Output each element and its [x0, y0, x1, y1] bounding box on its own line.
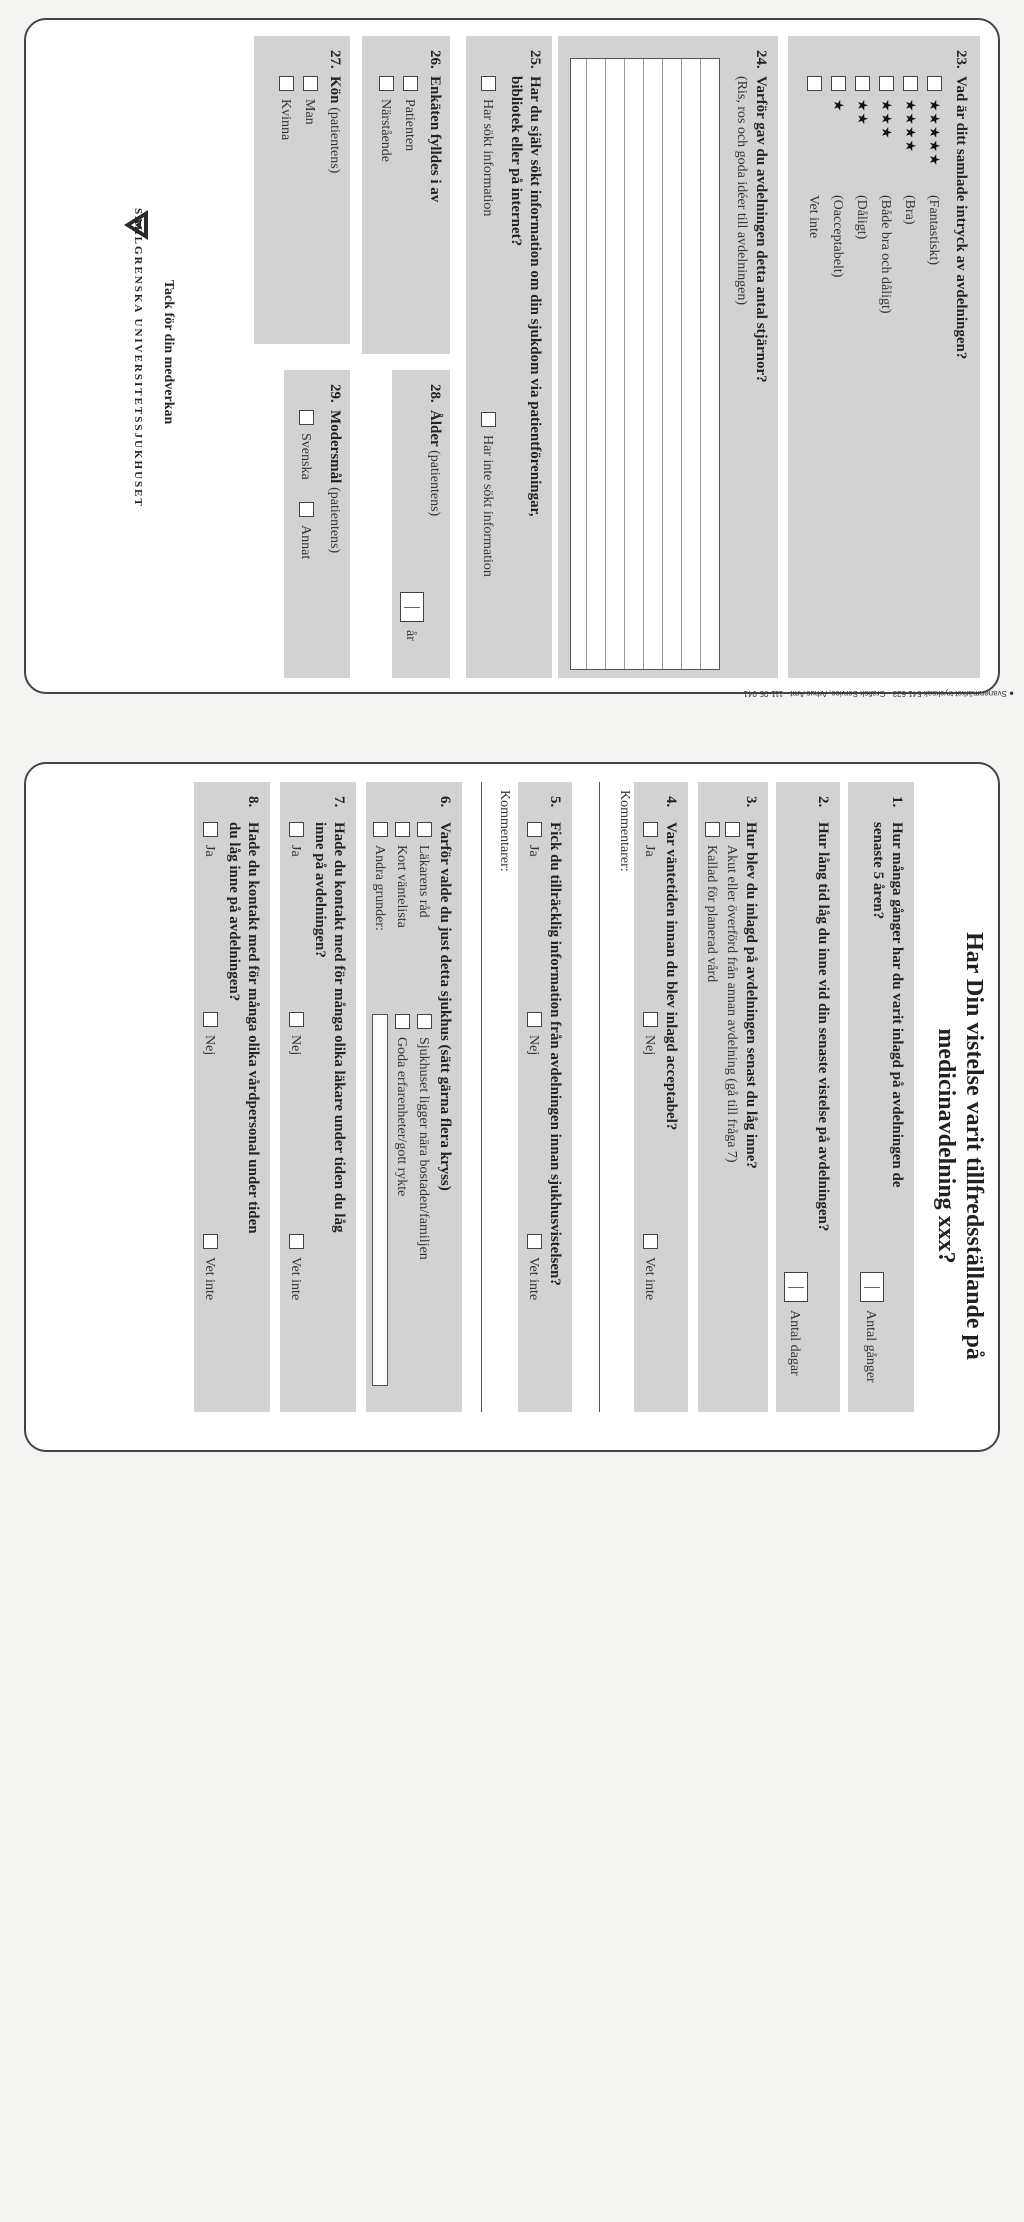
q6-option[interactable]: Läkarens råd [414, 822, 432, 918]
checkbox[interactable] [279, 76, 294, 91]
checkbox[interactable] [417, 822, 432, 837]
question-8-box: 8.Hade du kontakt med för många olika vårdpersonal under tiden du låg inne på avdelningen? Ja Nej Vet inte [194, 782, 270, 1412]
checkbox[interactable] [203, 822, 218, 837]
q6-option[interactable]: Sjukhuset ligger nära bostaden/familjen [414, 1014, 432, 1260]
q26-option[interactable]: Närstående [376, 76, 394, 162]
thanks-text: Tack för din medverkan [161, 280, 176, 425]
question-8-title-cont: du låg inne på avdelningen? [226, 822, 242, 1002]
checkbox[interactable] [395, 822, 410, 837]
question-23-box: 23.Vad är ditt samlade intryck av avdelningen? ★★★★★(Fantastiskt) ★★★★(Bra) ★★★(Både bra och dåligt) ★★(Dåligt) ★(Oacceptabelt) Vet inte [788, 36, 980, 678]
checkbox[interactable] [879, 76, 894, 91]
checkbox[interactable] [289, 822, 304, 837]
q2-days-field[interactable]: Antal dagar [784, 1272, 808, 1376]
checkbox[interactable] [289, 1234, 304, 1249]
print-footer: ● Svanenmärket trycksak 541 623 · Grafisk Service, Arhus Amt · 111-05-041 [743, 689, 1014, 698]
q5-comment-line[interactable] [481, 782, 482, 1412]
question-4-box: 4.Var väntetiden innan du blev inlagd acceptabel? Ja Nej Vet inte [634, 782, 688, 1412]
hospital-name: SAHLGRENSKA UNIVERSITETSSJUKHUSET [132, 208, 144, 508]
swan-label-icon: ● [1009, 689, 1014, 698]
question-25-title-cont: bibliotek eller på internet? [508, 76, 524, 247]
q8-option-unknown[interactable]: Vet inte [200, 1234, 218, 1300]
checkbox[interactable] [203, 1234, 218, 1249]
question-25-title: Har du själv sökt information om din sjukdom via patientföreningar, [527, 76, 543, 517]
checkbox[interactable] [527, 1012, 542, 1027]
question-24-box: 24.Varför gav du avdelningen detta antal stjärnor? (Ris, ros och goda idéer till avdelningen) [558, 36, 778, 678]
checkbox[interactable] [289, 1012, 304, 1027]
checkbox[interactable] [903, 76, 918, 91]
q4-option-yes[interactable]: Ja [640, 822, 658, 857]
question-1-title-cont: senaste 5 åren? [870, 822, 886, 920]
q23-option[interactable]: ★★★★★(Fantastiskt) [924, 76, 942, 265]
q26-option[interactable]: Patienten [400, 76, 418, 151]
checkbox[interactable] [373, 822, 388, 837]
checkbox[interactable] [927, 76, 942, 91]
q5-comment-label: Kommentarer: [497, 790, 512, 872]
comment-textarea[interactable] [570, 58, 720, 670]
checkbox[interactable] [303, 76, 318, 91]
checkbox[interactable] [481, 412, 496, 427]
question-3-title: Hur blev du inlagd på avdelningen senast du låg inne? [743, 822, 759, 1169]
question-29-box: 29.Modersmål (patientens) Svenska Annat [284, 370, 350, 678]
question-7-title-cont: inne på avdelningen? [312, 822, 328, 958]
question-7-box: 7.Hade du kontakt med för många olika läkare under tiden du låg inne på avdelningen? Ja Nej Vet inte [280, 782, 356, 1412]
questionnaire-page-front [22, 762, 1000, 2222]
q7-option-unknown[interactable]: Vet inte [286, 1234, 304, 1300]
q4-comment-label: Kommentarer: [617, 790, 632, 872]
q25-option-yes[interactable]: Har sökt information [478, 76, 496, 216]
question-2-title: Hur lång tid låg du inne vid din senaste vistelse på avdelningen? [815, 822, 831, 1232]
question-3-box: 3.Hur blev du inlagd på avdelningen senast du låg inne? Akut eller överförd från annan avdelning (gå till fråga 7) Kallad för planerad vård [698, 782, 768, 1412]
question-24-title: Varför gav du avdelningen detta antal stjärnor? [753, 76, 769, 383]
q23-option[interactable]: ★★(Dåligt) [852, 76, 870, 239]
checkbox[interactable] [643, 822, 658, 837]
q3-option[interactable]: Akut eller överförd från annan avdelning (gå till fråga 7) [722, 822, 740, 1163]
checkbox[interactable] [705, 822, 720, 837]
q5-option-yes[interactable]: Ja [524, 822, 542, 857]
question-6-box: 6.Varför valde du just detta sjukhus (sätt gärna flera kryss) Läkarens råd Sjukhuset ligger nära bostaden/familjen Kort väntelista Goda erfarenheter/gott rykte Andra grunder: [366, 782, 462, 1412]
q4-option-no[interactable]: Nej [640, 1012, 658, 1055]
q6-option[interactable]: Goda erfarenheter/gott rykte [392, 1014, 410, 1196]
question-1-box: 1.Hur många gånger har du varit inlagd på avdelningen de senaste 5 åren? Antal gånger [848, 782, 914, 1412]
other-reason-input[interactable] [372, 1014, 388, 1386]
q4-option-unknown[interactable]: Vet inte [640, 1234, 658, 1300]
question-29-title: Modersmål [327, 410, 343, 484]
q27-option[interactable]: Kvinna [276, 76, 294, 140]
q3-option[interactable]: Kallad för planerad vård [702, 822, 720, 982]
checkbox[interactable] [481, 76, 496, 91]
q29-option[interactable]: Svenska [296, 410, 314, 480]
page-title: Har Din vistelse varit tillfredsställande på [961, 932, 987, 1360]
checkbox[interactable] [403, 76, 418, 91]
question-25-box: 25.Har du själv sökt information om din sjukdom via patientföreningar, bibliotek eller på internet? Har sökt information Har inte sökt information [466, 36, 552, 678]
q27-option[interactable]: Man [300, 76, 318, 125]
question-5-box: 5.Fick du tillräcklig information från avdelningen innan sjukhusvistelsen? Ja Nej Vet inte [518, 782, 572, 1412]
checkbox[interactable] [299, 502, 314, 517]
q23-option[interactable]: ★★★(Både bra och dåligt) [876, 76, 894, 314]
q1-count-field[interactable]: Antal gånger [860, 1272, 884, 1383]
q23-option[interactable]: ★(Oacceptabelt) [828, 76, 846, 277]
question-28-title: Ålder [427, 410, 443, 447]
question-28-box: 28.Ålder (patientens) år [392, 370, 450, 678]
question-2-box: 2.Hur lång tid låg du inne vid din senaste vistelse på avdelningen? Antal dagar [776, 782, 840, 1412]
checkbox[interactable] [299, 410, 314, 425]
q8-option-yes[interactable]: Ja [200, 822, 218, 857]
number-input[interactable] [860, 1272, 884, 1302]
q23-option[interactable]: Vet inte [804, 76, 822, 238]
question-6-title: Varför valde du just detta sjukhus (sätt gärna flera kryss) [437, 822, 453, 1191]
checkbox[interactable] [807, 76, 822, 91]
q29-option[interactable]: Annat [296, 502, 314, 559]
checkbox[interactable] [725, 822, 740, 837]
q6-option[interactable]: Andra grunder: [370, 822, 388, 931]
q5-option-unknown[interactable]: Vet inte [524, 1234, 542, 1300]
q25-option-no[interactable]: Har inte sökt information [478, 412, 496, 577]
q7-option-yes[interactable]: Ja [286, 822, 304, 857]
q28-age-field[interactable]: år [400, 592, 424, 641]
q23-option[interactable]: ★★★★(Bra) [900, 76, 918, 225]
question-27-box: 27.Kön (patientens) Man Kvinna [254, 36, 350, 344]
number-input[interactable] [784, 1272, 808, 1302]
checkbox[interactable] [379, 76, 394, 91]
checkbox[interactable] [831, 76, 846, 91]
checkbox[interactable] [395, 1014, 410, 1029]
question-27-title: Kön [327, 76, 343, 104]
question-4-title: Var väntetiden innan du blev inlagd acceptabel? [663, 822, 679, 1131]
checkbox[interactable] [203, 1012, 218, 1027]
q7-option-no[interactable]: Nej [286, 1012, 304, 1055]
page-title-cont: medicinavdelning xxx? [933, 1028, 959, 1264]
checkbox[interactable] [855, 76, 870, 91]
question-26-box: 26.Enkäten fylldes i av Patienten Närstående [362, 36, 450, 354]
number-input[interactable] [400, 592, 424, 622]
checkbox[interactable] [527, 1234, 542, 1249]
checkbox[interactable] [417, 1014, 432, 1029]
question-23-title: Vad är ditt samlade intryck av avdelningen? [953, 76, 969, 360]
question-24-subtitle: (Ris, ros och goda idéer till avdelningen) [734, 76, 749, 305]
q6-option[interactable]: Kort väntelista [392, 822, 410, 928]
question-26-title: Enkäten fylldes i av [427, 76, 443, 203]
question-7-title: Hade du kontakt med för många olika läkare under tiden du låg [331, 822, 347, 1233]
q8-option-no[interactable]: Nej [200, 1012, 218, 1055]
question-5-title: Fick du tillräcklig information från avdelningen innan sjukhusvistelsen? [547, 822, 563, 1286]
checkbox[interactable] [643, 1234, 658, 1249]
question-1-title: Hur många gånger har du varit inlagd på avdelningen de [889, 822, 905, 1188]
q4-comment-line[interactable] [599, 782, 600, 1412]
checkbox[interactable] [643, 1012, 658, 1027]
question-8-title: Hade du kontakt med för många olika vårdpersonal under tiden [245, 822, 261, 1234]
q5-option-no[interactable]: Nej [524, 1012, 542, 1055]
checkbox[interactable] [527, 822, 542, 837]
